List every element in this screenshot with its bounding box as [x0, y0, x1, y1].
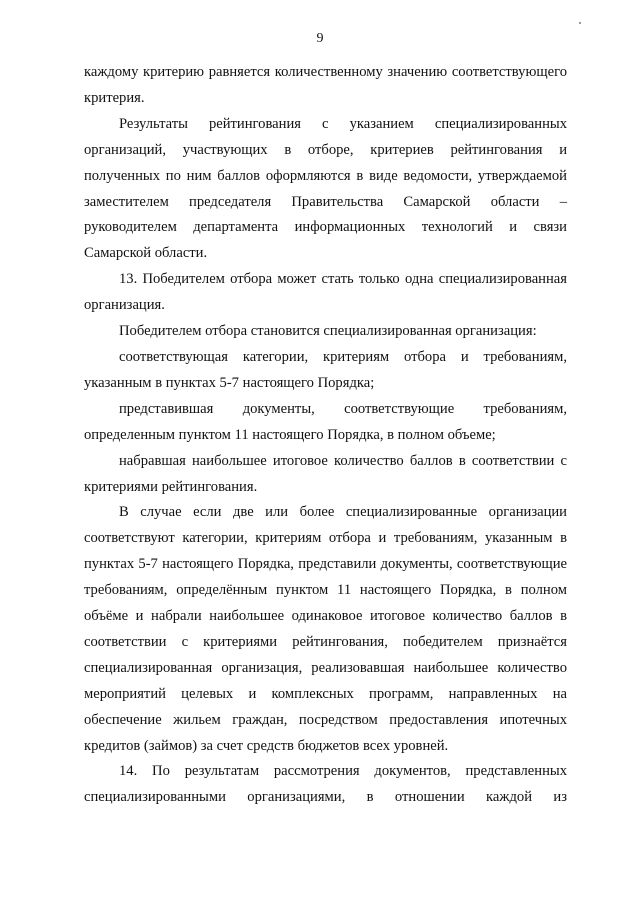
paragraph-winner-intro: Победителем отбора становится специализированная организация:: [119, 323, 537, 340]
paragraph-clause-14: 14. По результатам рассмотрения документов, представленных специализированными организациями, в отношении каждой из: [84, 763, 567, 806]
paragraph-condition-documents: представившая документы, соответствующие требованиям, определенным пунктом 11 настоящего Порядка, в полном объеме;: [84, 400, 567, 443]
paragraph-condition-category: соответствующая категории, критериям отбора и требованиям, указанным в пунктах 5-7 настоящего Порядка;: [84, 348, 567, 391]
document-body: [84, 60, 567, 811]
page-number: 9: [316, 31, 324, 46]
scan-speck: [579, 22, 581, 24]
paragraph-clause-13: 13. Победителем отбора может стать только одна специализированная организация.: [84, 271, 567, 314]
paragraph-tie-break: В случае если две или более специализированные организации соответствуют категории, критериям отбора и требованиям, указанным в пунктах 5-7 настоящего Порядка, представили документы, соответствующие требованиям, определённым пунктом 11 настоящего Порядка, в полном объёме и набрали наибольшее одинаковое итоговое количество баллов в соответствии с критериями рейтингования, победителем признаётся специализированная организация, реализовавшая наибольшее количество мероприятий целевых и комплексных программ, направленных на обеспечение жильем граждан, посредством предоставления ипотечных кредитов (займов) за счет средств бюджетов всех уровней.: [84, 504, 567, 754]
paragraph-condition-score: набравшая наибольшее итоговое количество баллов в соответствии с критериями рейтингования.: [84, 452, 567, 495]
paragraph-continuation: каждому критерию равняется количественному значению соответствующего критерия.: [84, 64, 567, 106]
paragraph-rating-results: Результаты рейтингования с указанием специализированных организаций, участвующих в отборе, критериев рейтингования и полученных по ним баллов оформляются в виде ведомости, утверждаемой заместителем председателя Правительства Самарской области – руководителем департамента информационных технологий и связи Самарской области.: [84, 115, 567, 262]
